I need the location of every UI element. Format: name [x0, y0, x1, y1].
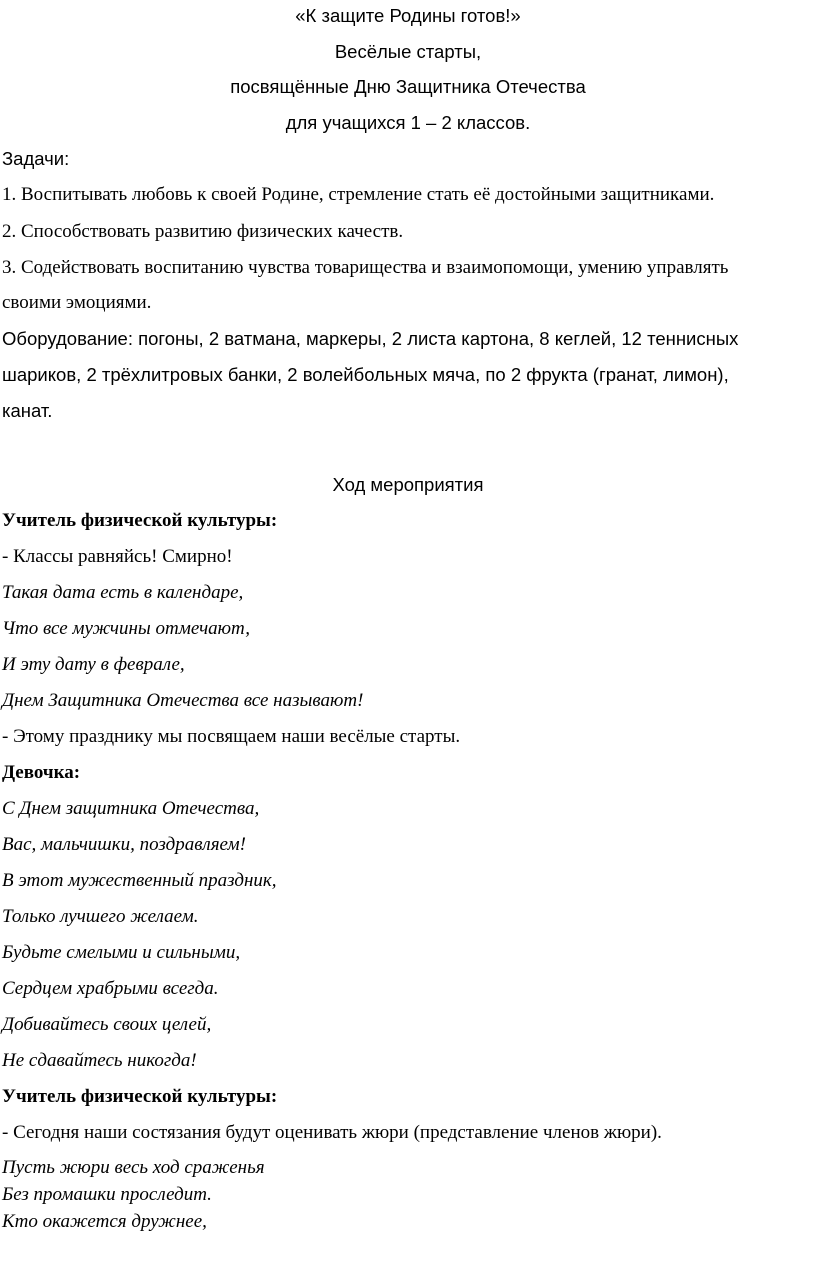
poem-line: Днем Защитника Отечества все называют!: [2, 690, 364, 711]
speech-line: - Этому празднику мы посвящаем наши весёлые старты.: [2, 726, 461, 747]
event-heading: Ход мероприятия: [332, 474, 484, 495]
equipment-line: Оборудование: погоны, 2 ватмана, маркеры, 2 листа картона, 8 кеглей, 12 теннисных: [2, 328, 739, 349]
speech-line: - Классы равняйсь! Смирно!: [2, 546, 233, 567]
poem-line: Только лучшего желаем.: [2, 906, 199, 927]
poem-line: В этот мужественный праздник,: [2, 870, 277, 891]
poem-line: Добивайтесь своих целей,: [2, 1014, 212, 1035]
equipment-line: канат.: [2, 400, 53, 421]
equipment-line: шариков, 2 трёхлитровых банки, 2 волейбольных мяча, по 2 фрукта (гранат, лимон),: [2, 364, 729, 385]
poem-line: Не сдавайтесь никогда!: [2, 1050, 197, 1071]
poem-line: Сердцем храбрыми всегда.: [2, 978, 219, 999]
poem-line: Будьте смелыми и сильными,: [2, 942, 241, 963]
poem-line: Без промашки проследит.: [2, 1184, 212, 1205]
poem-line: Такая дата есть в календаре,: [2, 582, 244, 603]
speaker-label: Девочка:: [2, 762, 81, 783]
speaker-label: Учитель физической культуры:: [2, 510, 278, 531]
speaker-label: Учитель физической культуры:: [2, 1086, 278, 1107]
task-item-continuation: своими эмоциями.: [2, 292, 152, 313]
poem-line: И эту дату в феврале,: [2, 654, 185, 675]
poem-line: Что все мужчины отмечают,: [2, 618, 250, 639]
poem-line: С Днем защитника Отечества,: [2, 798, 260, 819]
task-item: 3. Содействовать воспитанию чувства товарищества и взаимопомощи, умению управлять: [2, 257, 729, 278]
document-audience: для учащихся 1 – 2 классов.: [285, 112, 531, 133]
poem-line: Кто окажется дружнее,: [2, 1211, 207, 1232]
document-subtitle: Весёлые старты,: [334, 41, 482, 62]
task-item: 2. Способствовать развитию физических качеств.: [2, 221, 404, 242]
poem-line: Вас, мальчишки, поздравляем!: [2, 834, 246, 855]
task-item: 1. Воспитывать любовь к своей Родине, стремление стать её достойными защитниками.: [2, 184, 715, 205]
document-dedication: посвящённые Дню Защитника Отечества: [230, 76, 586, 97]
tasks-heading: Задачи:: [2, 148, 70, 169]
speech-line: - Сегодня наши состязания будут оценивать жюри (представление членов жюри).: [2, 1122, 662, 1143]
document-title: «К защите Родины готов!»: [295, 5, 521, 26]
poem-line: Пусть жюри весь ход сраженья: [2, 1157, 265, 1178]
